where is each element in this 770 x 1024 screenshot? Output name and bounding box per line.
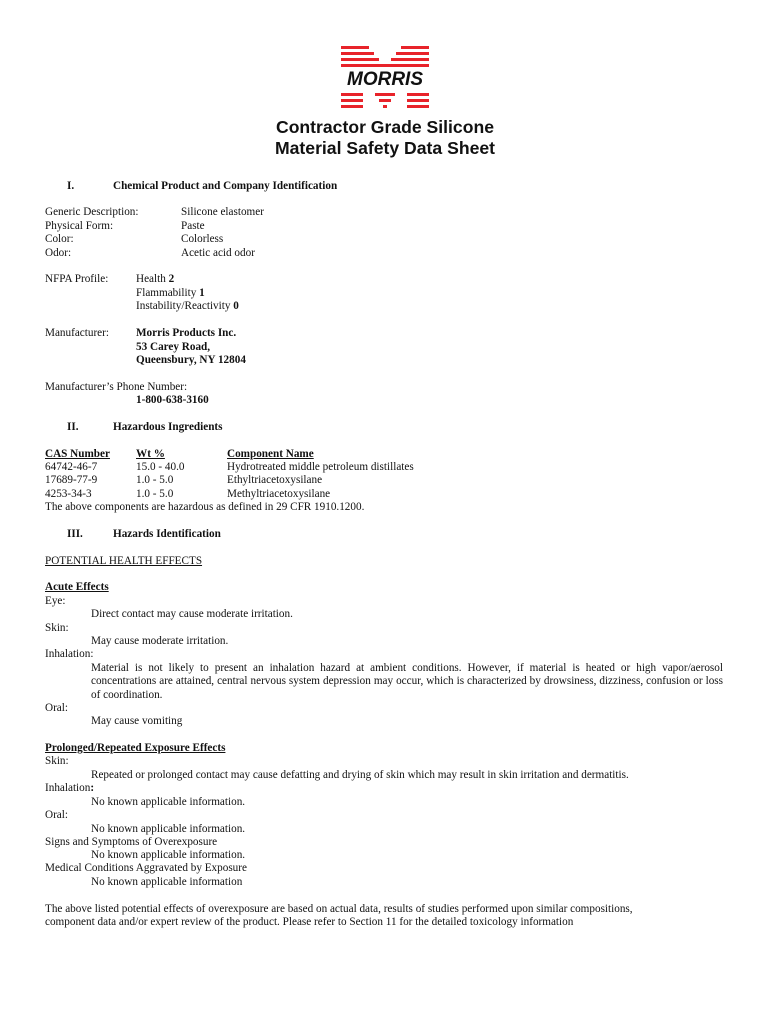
- skin-text: May cause moderate irritation.: [91, 635, 229, 647]
- section2-number: II.: [67, 421, 79, 433]
- acute-effects-heading: Acute Effects: [45, 581, 109, 593]
- eye-label: Eye:: [45, 595, 66, 607]
- table-row-cas: 4253-34-3: [45, 488, 92, 500]
- nfpa-health-value: 2: [168, 273, 175, 285]
- closing-paragraph-line1: The above listed potential effects of overexposure are based on actual data, results of studies performed upon similar compositions,: [45, 903, 633, 915]
- odor-label: Odor:: [45, 247, 72, 259]
- nfpa-flammability: [136, 287, 205, 300]
- prolonged-oral-label: Oral:: [45, 809, 68, 821]
- table-row-cas: 17689-77-9: [45, 474, 98, 486]
- document-title-line1: Contractor Grade Silicone: [275, 117, 494, 137]
- oral-text: May cause vomiting: [91, 715, 183, 727]
- nfpa-instability: [136, 300, 239, 313]
- section3-heading: Hazards Identification: [113, 528, 221, 540]
- section1-heading: Chemical Product and Company Identification: [113, 180, 338, 192]
- phone-number: 1-800-638-3160: [136, 394, 209, 406]
- table-row-wt: 15.0 - 40.0: [136, 461, 185, 473]
- nfpa-flammability-value: 1: [199, 287, 205, 299]
- section2-heading: Hazardous Ingredients: [113, 421, 223, 433]
- hazard-note: The above components are hazardous as defined in 29 CFR 1910.1200.: [45, 501, 365, 513]
- col-header-cas: CAS Number: [45, 448, 110, 460]
- nfpa-instability-name: Instability/Reactivity: [136, 300, 231, 312]
- section1-number: I.: [67, 180, 75, 192]
- manufacturer-street: 53 Carey Road,: [136, 341, 211, 353]
- eye-text: Direct contact may cause moderate irritation.: [91, 608, 293, 620]
- potential-health-heading: POTENTIAL HEALTH EFFECTS: [45, 555, 203, 567]
- prolonged-skin-text: Repeated or prolonged contact may cause defatting and drying of skin which may result in skin irritation and dermatitis.: [91, 769, 629, 781]
- prolonged-inhalation-label: [45, 782, 94, 795]
- logo-wordmark: MORRIS: [347, 69, 423, 90]
- table-row-component: Ethyltriacetoxysilane: [227, 474, 323, 486]
- prolonged-inhalation-label-text: Inhalation: [45, 782, 91, 794]
- table-row-wt: 1.0 - 5.0: [136, 488, 174, 500]
- color-value: Colorless: [181, 233, 224, 245]
- nfpa-health: [136, 273, 174, 286]
- inhalation-label: Inhalation:: [45, 648, 94, 660]
- manufacturer-city: Queensbury, NY 12804: [136, 354, 246, 366]
- table-row-cas: 64742-46-7: [45, 461, 98, 473]
- odor-value: Acetic acid odor: [181, 247, 255, 259]
- medical-conditions-text: No known applicable information: [91, 876, 243, 888]
- nfpa-label: NFPA Profile:: [45, 273, 109, 285]
- prolonged-effects-heading: Prolonged/Repeated Exposure Effects: [45, 742, 226, 754]
- prolonged-inhalation-text: No known applicable information.: [91, 796, 246, 808]
- nfpa-instability-value: 0: [233, 300, 239, 312]
- oral-label: Oral:: [45, 702, 68, 714]
- document-title-line2: Material Safety Data Sheet: [274, 138, 495, 158]
- color-label: Color:: [45, 233, 74, 245]
- col-header-wt: Wt %: [136, 448, 165, 460]
- medical-conditions-label: Medical Conditions Aggravated by Exposure: [45, 862, 247, 874]
- table-row-wt: 1.0 - 5.0: [136, 474, 174, 486]
- prolonged-oral-text: No known applicable information.: [91, 823, 246, 835]
- table-row-component: Hydrotreated middle petroleum distillates: [227, 461, 414, 473]
- nfpa-health-name: Health: [136, 273, 166, 285]
- manufacturer-name: Morris Products Inc.: [136, 327, 237, 339]
- generic-description-label: Generic Description:: [45, 206, 139, 218]
- inhalation-text: Material is not likely to present an inhalation hazard at ambient conditions. However, if material is heated or high vapor/aerosol concentrations are attained, central nervous system depression may occur, which is characterized by drowsiness, dizziness, confusion or loss of coordination.: [91, 662, 723, 701]
- physical-form-value: Paste: [181, 220, 205, 232]
- generic-description-value: Silicone elastomer: [181, 206, 264, 218]
- table-row-component: Methyltriacetoxysilane: [227, 488, 331, 500]
- physical-form-label: Physical Form:: [45, 220, 114, 232]
- prolonged-inhalation-colon: :: [90, 782, 95, 794]
- skin-label: Skin:: [45, 622, 69, 634]
- section3-number: III.: [67, 528, 83, 540]
- signs-symptoms-label: Signs and Symptoms of Overexposure: [45, 836, 218, 848]
- closing-paragraph-line2: component data and/or expert review of the product. Please refer to Section 11 for the detailed toxicology information: [45, 916, 574, 928]
- nfpa-flammability-name: Flammability: [136, 287, 197, 299]
- manufacturer-label: Manufacturer:: [45, 327, 109, 339]
- signs-symptoms-text: No known applicable information.: [91, 849, 246, 861]
- col-header-component: Component Name: [227, 448, 314, 460]
- prolonged-skin-label: Skin:: [45, 755, 69, 767]
- phone-label: Manufacturer’s Phone Number:: [45, 381, 188, 393]
